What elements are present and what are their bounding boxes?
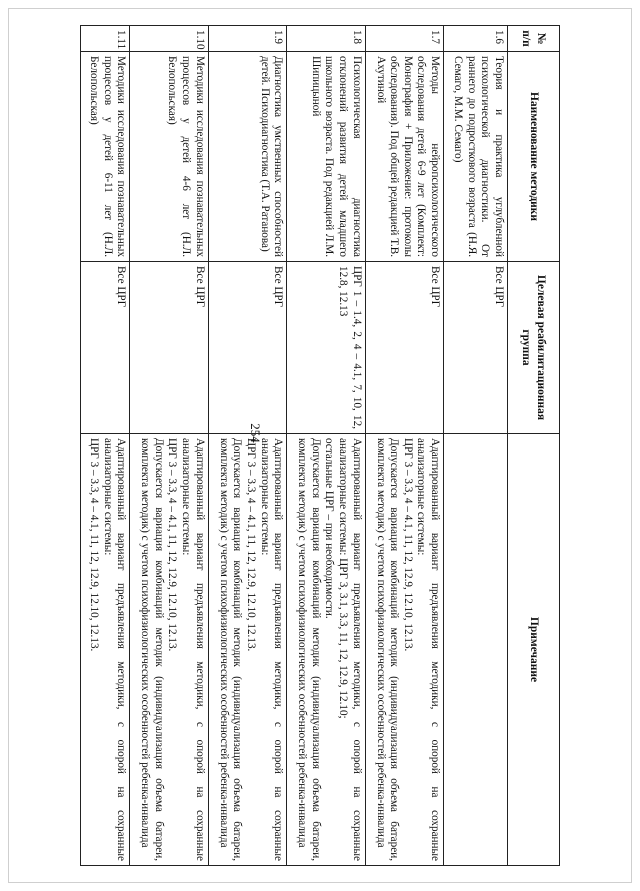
method-name: Методики исследования познавательных процессов у детей 4-6 лет (Н.Л. Белопольская) bbox=[130, 52, 208, 262]
row-number: 1.8 bbox=[287, 26, 365, 52]
row-number: 1.11 bbox=[81, 26, 130, 52]
header-group: Целевая реабилитационная группа bbox=[508, 262, 560, 434]
table-row bbox=[444, 26, 508, 866]
table-row bbox=[81, 26, 130, 866]
note-line: Адаптированный вариант предъявления методики, с опорой на сохранные анализаторные системы: bbox=[101, 438, 128, 861]
method-name: Методики исследования познавательных процессов у детей 6-11 лет (Н.Л. Белопольская) bbox=[81, 52, 130, 262]
method-name: Психологическая диагностика отклонений развития детей младшего школьного возраста. Под редакцией Л.М. Шипицыной bbox=[287, 52, 365, 262]
note-line: ЦРГ 3 – 3.3, 4 – 4.1, 11, 12, 12.9, 12.10, 12.13. bbox=[401, 438, 414, 652]
row-number: 1.9 bbox=[208, 26, 286, 52]
method-name: Теория и практика углубленной психологической диагностики. От раннего до подросткового возраста (Н.Я. Семаго, М.М. Семаго) bbox=[444, 52, 508, 262]
table-row bbox=[365, 26, 443, 866]
note-line: Допускается вариация комбинаций методик (индивидуализация объема батареи, комплекта методик) с учетом психофизиологических особенностей ребенка-инвалида bbox=[139, 438, 165, 861]
table-row bbox=[287, 26, 365, 866]
target-group: ЦРГ 1 – 1.4, 2, 4 – 4.1, 7, 10, 12, 12.8, 12.13 bbox=[287, 262, 365, 434]
target-group: Все ЦРГ bbox=[208, 262, 286, 434]
note-line: Адаптированный вариант предъявления методики, с опорой на сохранные анализаторные системы: bbox=[415, 438, 442, 861]
table-header-row bbox=[508, 26, 560, 866]
note-line: остальные ЦРГ – при необходимости. bbox=[323, 438, 336, 619]
note-line: Адаптированный вариант предъявления методики, с опорой на сохранные анализаторные системы: bbox=[180, 438, 206, 861]
note-line: ЦРГ 3 – 3.3, 4 – 4.1, 11, 12, 12.9, 12.10, 12.13. bbox=[87, 438, 100, 652]
method-name: Диагностика умственных способностей детей. Психодиагностика (Т.А. Ратанова) bbox=[208, 52, 286, 262]
methods-table bbox=[80, 25, 560, 866]
target-group: Все ЦРГ bbox=[444, 262, 508, 434]
note-cell bbox=[208, 434, 286, 866]
note-cell bbox=[81, 434, 130, 866]
note-line: Допускается вариация комбинаций методик (индивидуализация объема батареи, комплекта методик) с учетом психофизиологических особенностей ребенка-инвалида bbox=[296, 438, 322, 861]
header-note: Примечание bbox=[508, 434, 560, 866]
note-cell bbox=[365, 434, 443, 866]
note-cell bbox=[444, 434, 508, 866]
table-row bbox=[130, 26, 208, 866]
note-cell bbox=[287, 434, 365, 866]
header-num: № п/п bbox=[508, 26, 560, 52]
header-name: Наименование методики bbox=[508, 52, 560, 262]
note-line: Адаптированный вариант предъявления методики, с опорой на сохранные анализаторные системы: ЦРГ 3, 3.1, 3.3, 11, 12, 12.9, 12.10; bbox=[337, 438, 363, 861]
page-number: 254 bbox=[248, 423, 263, 443]
target-group: Все ЦРГ bbox=[365, 262, 443, 434]
note-cell bbox=[130, 434, 208, 866]
table-row bbox=[208, 26, 286, 866]
target-group: Все ЦРГ bbox=[130, 262, 208, 434]
note-line: ЦРГ 3 – 3.3, 4 – 4.1, 11, 12, 12.9, 12.10, 12.13. bbox=[166, 438, 179, 652]
rotated-table-area bbox=[80, 25, 560, 865]
row-number: 1.7 bbox=[365, 26, 443, 52]
note-line: Допускается вариация комбинаций методик (индивидуализация объема батареи, комплекта методик) с учетом психофизиологических особенностей ребенка-инвалида bbox=[374, 438, 401, 861]
table-container bbox=[80, 25, 560, 865]
note-line: ЦРГ 3 – 3.3, 4 – 4.1, 11, 12, 12.9, 12.10, 12.13. bbox=[244, 438, 257, 652]
note-line: Допускается вариация комбинаций методик (индивидуализация объема батареи, комплекта методик) с учетом психофизиологических особенностей ребенка-инвалида bbox=[217, 438, 244, 861]
row-number: 1.6 bbox=[444, 26, 508, 52]
note-line: Адаптированный вариант предъявления методики, с опорой на сохранные анализаторные системы: bbox=[258, 438, 285, 861]
target-group: Все ЦРГ bbox=[81, 262, 130, 434]
row-number: 1.10 bbox=[130, 26, 208, 52]
method-name: Методы нейропсихологического обследования детей 6-9 лет (Комплект: Монография + Приложение: протоколы обследования). Под общей редакцией Т.В. Ахутиной bbox=[365, 52, 443, 262]
